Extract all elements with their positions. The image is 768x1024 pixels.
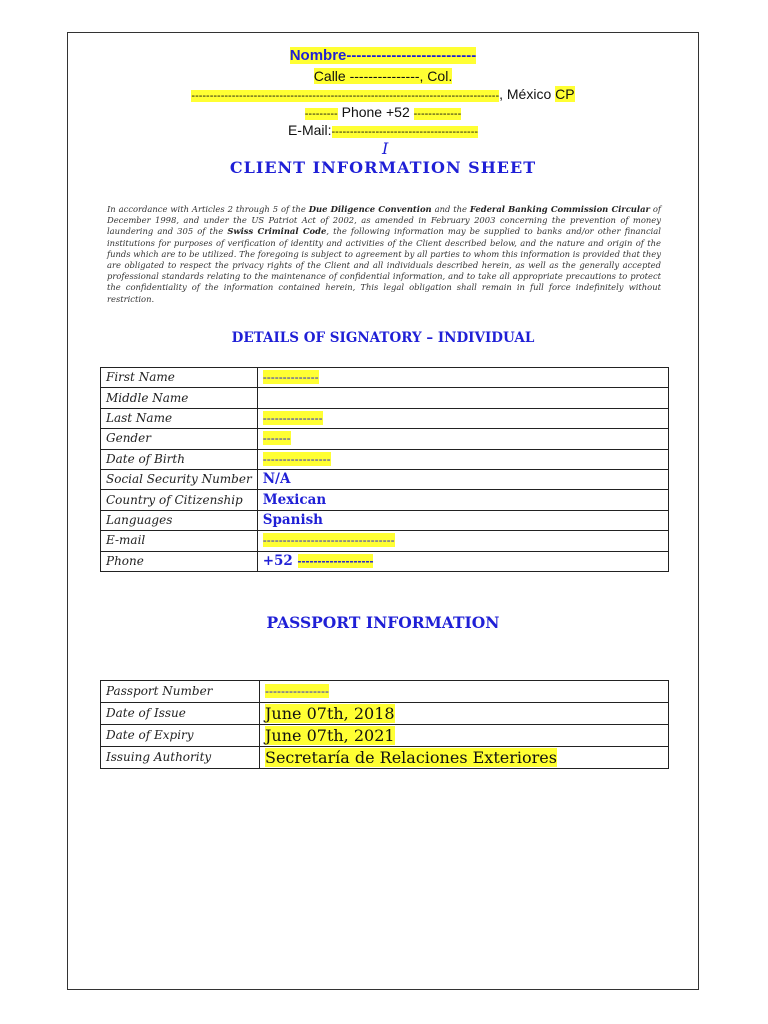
phone-pre-dashes: --------- — [304, 108, 338, 120]
intro-bold-1: Due Diligence Convention — [308, 204, 432, 214]
last-name-value: --------------- — [262, 410, 323, 425]
header-calle-line — [68, 67, 698, 85]
issuing-authority-field[interactable] — [260, 747, 669, 769]
mexico-label: , México — [499, 86, 556, 102]
calle-dot: . — [448, 68, 453, 84]
table-row — [101, 449, 669, 469]
phone-value: ------------------- — [297, 553, 374, 568]
phone-prefix: +52 — [262, 552, 298, 569]
page-title: CLIENT INFORMATION SHEET — [229, 158, 537, 177]
header-email-line — [68, 121, 698, 141]
ssn-label: Social Security Number — [101, 469, 258, 489]
date-of-issue-label: Date of Issue — [101, 703, 260, 725]
intro-text-4: , the following information may be supplied to banks and/or other financial institutions for purposes of verification of identity and activities of the Client described below, and the nature and origin of the funds which are to be utilized. The foregoing is subject to agreement by all parties to whom this information is provided that they are obligated to respect the privacy rights of the Client and all individuals described herein, as well as the generally accepted professional standards relating to the maintenance of confidential information, and to take all appropriate precautions to protect the confidentiality of the information contained herein, This legal obligation shall remain in full force indefinitely without restriction. — [107, 226, 661, 304]
email-value: --------------------------------- — [262, 533, 395, 548]
table-row — [101, 490, 669, 510]
table-row — [101, 551, 669, 571]
table-row — [101, 368, 669, 388]
date-of-expiry-value: June 07th, 2021 — [265, 726, 395, 745]
issuing-authority-label: Issuing Authority — [101, 747, 260, 769]
email-dashes: ---------------------------------------- — [331, 126, 479, 138]
phone-label: Phone +52 — [337, 104, 414, 120]
table-row — [101, 469, 669, 489]
table-row — [101, 408, 669, 428]
phone-label-cell: Phone — [101, 551, 258, 571]
citizenship-field[interactable]: Mexican — [257, 490, 668, 510]
signatory-heading: DETAILS OF SIGNATORY – INDIVIDUAL — [231, 330, 535, 346]
languages-field[interactable]: Spanish — [257, 510, 668, 530]
passport-number-label: Passport Number — [101, 681, 260, 703]
phone-post-dashes: ------------- — [413, 108, 462, 120]
header-address-line — [68, 85, 698, 105]
languages-label: Languages — [101, 510, 258, 530]
first-name-field[interactable] — [257, 368, 668, 388]
header-nombre-line — [68, 47, 698, 65]
date-of-birth-value: ----------------- — [262, 451, 331, 466]
document-page — [67, 32, 699, 990]
table-row — [101, 388, 669, 408]
intro-bold-3: Swiss Criminal Code — [227, 226, 327, 237]
cp-field: CP — [555, 86, 575, 102]
phone-field[interactable] — [257, 551, 668, 571]
signatory-table — [100, 367, 669, 572]
intro-paragraph — [107, 204, 661, 305]
date-of-expiry-label: Date of Expiry — [101, 725, 260, 747]
last-name-field[interactable] — [257, 408, 668, 428]
date-of-birth-field[interactable] — [257, 449, 668, 469]
calle-field: Calle ---------------, Col — [313, 68, 449, 84]
header-phone-line — [68, 103, 698, 123]
gender-field[interactable] — [257, 429, 668, 449]
table-row — [101, 531, 669, 551]
email-label-cell: E-mail — [101, 531, 258, 551]
first-name-value: -------------- — [262, 370, 319, 385]
email-label: E-Mail: — [287, 122, 332, 138]
date-of-issue-value: June 07th, 2018 — [265, 704, 395, 723]
nombre-field: Nombre-------------------------- — [289, 47, 477, 64]
gender-label: Gender — [101, 429, 258, 449]
address-dashes: ------------------------------------------------------------------------------------ — [191, 90, 500, 102]
text-cursor-icon: I — [382, 139, 389, 158]
issuing-authority-value: Secretaría de Relaciones Exteriores — [265, 748, 557, 767]
middle-name-label: Middle Name — [101, 388, 258, 408]
email-field[interactable] — [257, 531, 668, 551]
table-row — [101, 510, 669, 530]
last-name-label: Last Name — [101, 408, 258, 428]
passport-heading: PASSPORT INFORMATION — [266, 613, 500, 632]
table-row — [101, 429, 669, 449]
citizenship-label: Country of Citizenship — [101, 490, 258, 510]
date-of-expiry-field[interactable] — [260, 725, 669, 747]
date-of-birth-label: Date of Birth — [101, 449, 258, 469]
table-row — [101, 725, 669, 747]
ssn-field[interactable]: N/A — [257, 469, 668, 489]
gender-value: ------- — [262, 431, 291, 446]
table-row — [101, 703, 669, 725]
intro-text-1: In accordance with Articles 2 through 5 of the — [107, 204, 309, 214]
table-row — [101, 681, 669, 703]
first-name-label: First Name — [101, 368, 258, 388]
table-row — [101, 747, 669, 769]
middle-name-field[interactable] — [257, 388, 668, 408]
intro-bold-2: Federal Banking Commission Circular — [469, 204, 650, 214]
date-of-issue-field[interactable] — [260, 703, 669, 725]
intro-text-2: and the — [431, 204, 470, 214]
intro-text-3: of December 1998, and under the US Patriot Act of 2002, as amended in February 2003 concerning the prevention of money laundering and 305 of the — [107, 204, 661, 237]
passport-table — [100, 680, 669, 769]
passport-number-field[interactable] — [260, 681, 669, 703]
passport-number-value: ---------------- — [265, 684, 329, 698]
